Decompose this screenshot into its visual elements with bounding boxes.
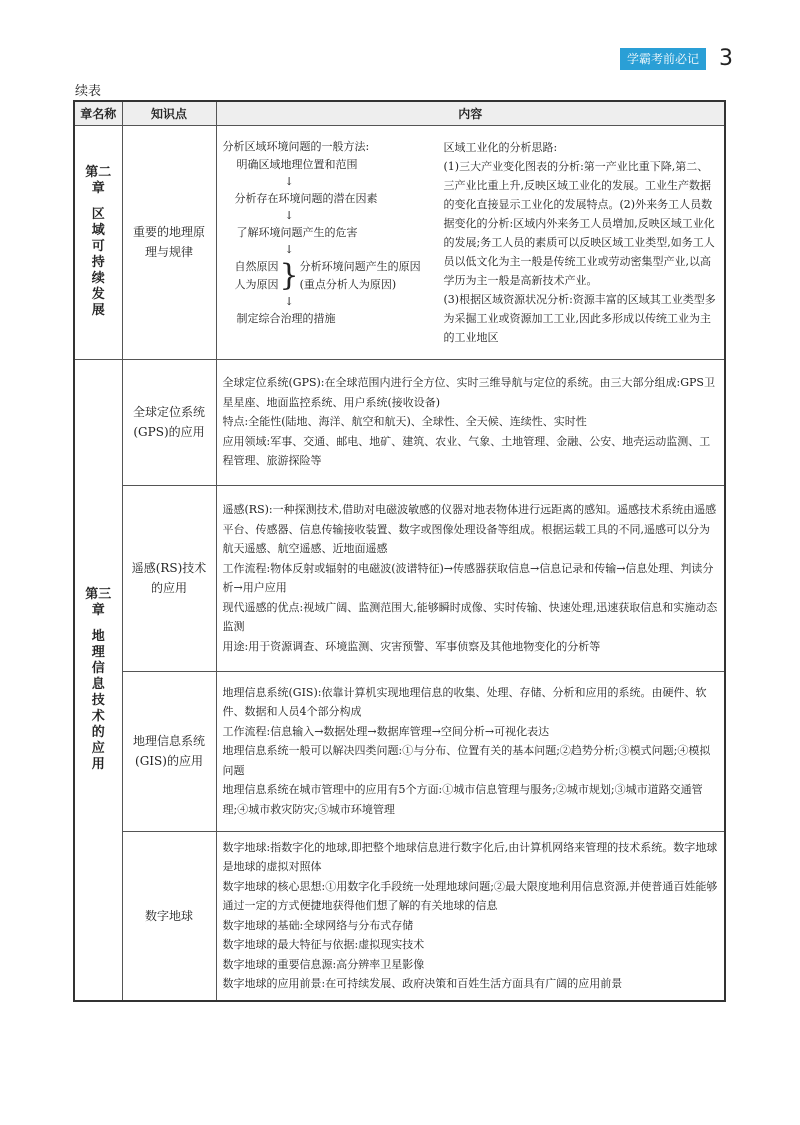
chapter-number: 第三章 [85,586,112,618]
knowledge-point: 重要的地理原理与规律 [122,125,216,359]
content-line: 遥感(RS):一种探测技术,借助对电磁波敏感的仪器对地表物体进行远距离的感知。遥感技术系统由遥感平台、传感器、信息传输接收装置、数字或图像处理设备等组成。根据运载工具的不同,遥感可以分为航天遥感、航空遥感、近地面遥感 [222,503,717,555]
flow-step: 明确区域地理位置和范围 [236,157,358,171]
content-cell [216,485,725,671]
method-flowchart [223,138,438,347]
chapter-number: 第二章 [85,165,112,196]
chapter-cell [74,359,122,1001]
chapter-cell [74,125,122,359]
cause-group [223,258,438,294]
chapter-name: 地理信息技术的应用 [91,628,105,772]
page-number: 3 [719,46,733,71]
table-row [74,831,725,1001]
flow-step: 了解环境问题产生的危害 [236,225,358,239]
content-line: 特点:全能性(陆地、海洋、航空和航天)、全球性、全天候、连续性、实时性 [222,415,587,429]
content-line: 用途:用于资源调查、环境监测、灾害预警、军事侦察及其他地物变化的分析等 [222,639,601,653]
content-line: 应用领域:军事、交通、邮电、地矿、建筑、农业、气象、土地管理、金融、公安、地壳运动监测、工程管理、旅游探险等 [222,434,711,468]
content-line: 全球定位系统(GPS):在全球范围内进行全方位、实时三维导航与定位的系统。由三大部分组成:GPS卫星星座、地面监控系统、用户系统(接收设备) [222,376,715,409]
down-arrow-icon: ↓ [284,174,294,188]
knowledge-point: 全球定位系统(GPS)的应用 [122,359,216,485]
analysis-paragraph: (1)三大产业变化图表的分析:第一产业比重下降,第二、三产业比重上升,反映区域工业化的发展。工业生产数据的变化直接显示工业化的发展特点。(2)外来务工人员数据变化的分析:区域内外来务工人员增加,反映区域工业化的发展;务工人员的素质可以反映区域工业类型,如务工人员以低文化为主一般是传统工业或劳动密集型产业,以高学历为主一般是高新技术产业。 [443,159,715,287]
content-cell [216,831,725,1001]
content-cell [216,359,725,485]
knowledge-table [73,100,726,1002]
chapter-name: 区域可持续发展 [91,207,105,318]
header-knowledge: 知识点 [122,101,216,125]
cause-natural: 自然原因 [234,259,279,273]
knowledge-point: 遥感(RS)技术的应用 [122,485,216,671]
flow-step-note: (重点分析人为原因) [299,277,397,291]
flow-step: 分析环境问题产生的原因 [299,259,421,273]
down-arrow-icon: ↓ [284,294,294,308]
flow-title: 分析区域环境问题的一般方法: [222,139,370,153]
table-header-row [74,101,725,125]
header-chapter: 章名称 [74,101,122,125]
continued-label: 续表 [75,84,102,99]
section-badge: 学霸考前必记 [620,48,706,70]
table-row [74,359,725,485]
content-line: 数字地球:指数字化的地球,即把整个地球信息进行数字化后,由计算机网络来管理的技术系统。数字地球是地球的虚拟对照体 [222,840,718,874]
down-arrow-icon: ↓ [284,208,294,222]
table-row [74,671,725,831]
content-line: 数字地球的应用前景:在可持续发展、政府决策和百姓生活方面具有广阔的应用前景 [222,977,623,991]
content-cell [216,125,725,359]
content-line: 数字地球的基础:全球网络与分布式存储 [222,918,414,932]
content-line: 数字地球的重要信息源:高分辨率卫星影像 [222,957,425,971]
flow-step: 分析存在环境问题的潜在因素 [234,191,378,205]
cause-human: 人为原因 [234,277,279,291]
content-cell [216,671,725,831]
flow-step: 制定综合治理的措施 [236,311,336,325]
brace-icon: } [279,257,299,293]
knowledge-point: 数字地球 [122,831,216,1001]
content-line: 数字地球的核心思想:①用数字化手段统一处理地球问题;②最大限度地利用信息资源,并使普通百姓能够通过一定的方式便捷地获得他们想了解的有关地球的信息 [222,879,718,913]
content-line: 地理信息系统一般可以解决四类问题:①与分布、位置有关的基本问题;②趋势分析;③模式问题;④模拟问题 [222,744,711,777]
content-line: 工作流程:物体反射或辐射的电磁波(波谱特征)→传感器获取信息→信息记录和传输→信息处理、判读分析→用户应用 [222,561,714,594]
analysis-title: 区域工业化的分析思路: [443,140,558,154]
content-line: 地理信息系统在城市管理中的应用有5个方面:①城市信息管理与服务;②城市规划;③城市道路交通管理;④城市救灾防灾;⑤城市环境管理 [222,783,703,816]
table-row [74,485,725,671]
table-row [74,125,725,359]
content-line: 数字地球的最大特征与依据:虚拟现实技术 [222,938,425,952]
content-line: 地理信息系统(GIS):依靠计算机实现地理信息的收集、处理、存储、分析和应用的系统。由硬件、软件、数据和人员4个部分构成 [222,685,707,719]
header-content: 内容 [216,101,725,125]
knowledge-point: 地理信息系统(GIS)的应用 [122,671,216,831]
content-line: 工作流程:信息输入→数据处理→数据库管理→空间分析→可视化表达 [222,724,550,738]
down-arrow-icon: ↓ [284,242,294,256]
industrialization-analysis [438,138,719,347]
content-line: 现代遥感的优点:视域广阔、监测范围大,能够瞬时成像、实时传输、快速处理,迅速获取信息和实施动态监测 [222,600,718,633]
analysis-paragraph: (3)根据区域资源状况分析:资源丰富的区域其工业类型多为采掘工业或资源加工工业,因此多形成以传统工业为主的工业地区 [443,292,716,344]
